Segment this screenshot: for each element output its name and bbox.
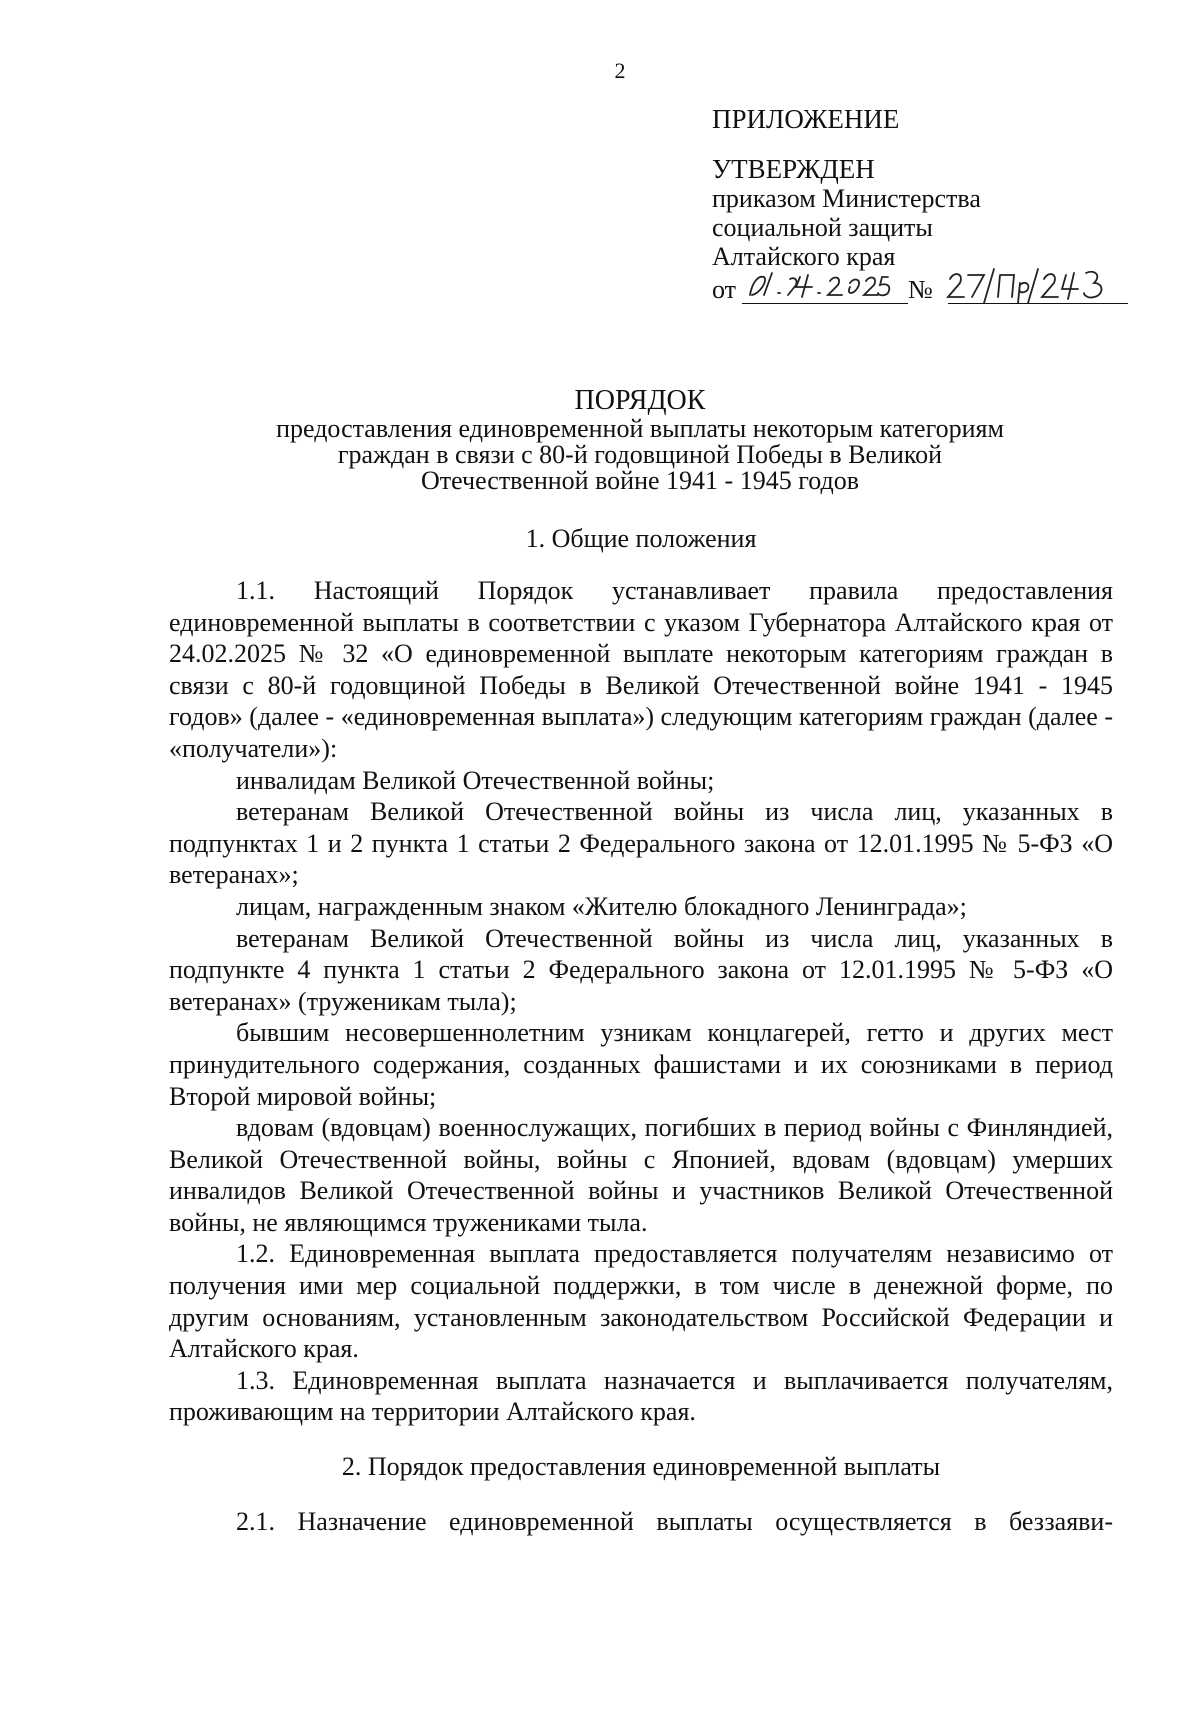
number-label: № (908, 275, 933, 304)
number-underline (948, 303, 1128, 304)
approval-line-3: Алтайского края (712, 242, 896, 271)
document-body (169, 518, 1113, 1569)
from-label: от (712, 275, 737, 304)
paragraph-category-6: вдовам (вдовцам) военнослужащих, погибших в период войны с Финляндией, Великой Отечественной войны, войны с Японией, вдовам (вдовцам) умерших инвалидов Великой Отечественной войны и участников Великой Отечественной войны, не являющимся тружениками тыла. (169, 1113, 1113, 1237)
section-1-heading: 1. Общие положения (525, 524, 757, 553)
paragraph-category-3: лицам, награжденным знаком «Жителю блокадного Ленинграда»; (236, 891, 967, 921)
paragraph-1-3: 1.3. Единовременная выплата назначается и выплачивается получателям, проживающим на территории Алтайского края. (169, 1365, 1113, 1427)
document-subtitle-line-2: граждан в связи с 80-й годовщиной Победы в Великой (337, 440, 943, 469)
handwritten-date (742, 265, 932, 305)
section-2-heading: 2. Порядок предоставления единовременной выплаты (341, 1452, 941, 1482)
order-date-number-line (712, 273, 1152, 307)
document-title: ПОРЯДОК (574, 385, 706, 416)
handwritten-number (944, 263, 1159, 307)
paragraph-category-1: инвалидам Великой Отечественной войны; (236, 765, 715, 795)
approval-line-1: приказом Министерства (712, 184, 981, 213)
document-title-block (200, 386, 1080, 494)
paragraph-1-2: 1.2. Единовременная выплата предоставляется получателям независимо от получения ими мер социальной поддержки, в том числе в денежной форме, по другим основаниям, установленным законодательством Российской Федерации и Алтайского края. (169, 1239, 1113, 1364)
document-subtitle-line-1: предоставления единовременной выплаты некоторым категориям (276, 414, 1004, 443)
date-underline (742, 303, 908, 304)
approved-label: УТВЕРЖДЕН (712, 154, 875, 184)
paragraph-1-1: 1.1. Настоящий Порядок устанавливает правила предоставления единовременной выплаты в соответствии с указом Губернатора Алтайского края от 24.02.2025 № 32 «О единовременной выплате некоторым категориям граждан в связи с 80-й годовщиной Победы в Великой Отечественной войне 1941 - 1945 годов» (далее - «единовременная выплата») следующим категориям граждан (далее - «получатели»): (169, 576, 1113, 763)
document-subtitle-line-3: Отечественной войне 1941 - 1945 годов (420, 466, 859, 495)
approval-stamp (712, 105, 1152, 307)
paragraph-category-4: ветеранам Великой Отечественной войны из числа лиц, указанных в подпункте 4 пункта 1 статьи 2 Федерального закона от 12.01.1995 № 5-ФЗ «О ветеранах» (труженикам тыла); (169, 923, 1113, 1016)
paragraph-category-5: бывшим несовершеннолетним узникам концлагерей, гетто и других мест принудительного содержания, созданных фашистами и их союзниками в период Второй мировой войны; (169, 1018, 1113, 1111)
page-number: 2 (614, 58, 626, 83)
approval-line-2: социальной защиты (712, 213, 933, 242)
appendix-label: ПРИЛОЖЕНИЕ (712, 104, 900, 134)
paragraph-2-1: 2.1. Назначение единовременной выплаты осуществляется в беззаяви- (236, 1507, 1113, 1537)
paragraph-category-2: ветеранам Великой Отечественной войны из числа лиц, указанных в подпунктах 1 и 2 пункта 1 статьи 2 Федерального закона от 12.01.1995 № 5-ФЗ «О ветеранах»; (169, 797, 1113, 890)
